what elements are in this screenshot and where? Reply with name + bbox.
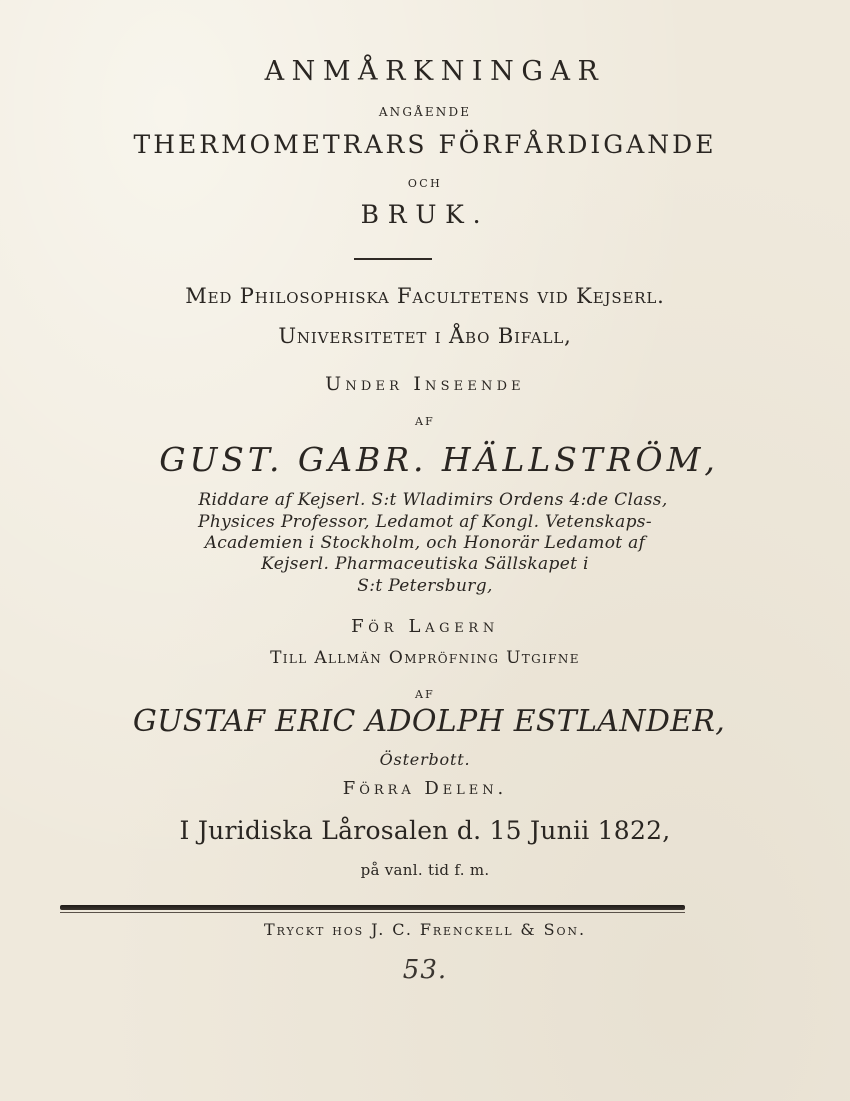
part-label: Förra Delen. [342, 778, 508, 799]
praeses-name: GUST. GABR. HÄLLSTRÖM, [159, 440, 719, 479]
praeses-title-line: Academien i Stockholm, och Honorär Ledamot af [204, 533, 646, 553]
shelfmark-number: 53. [402, 955, 448, 985]
title-subject: THERMOMETRARS FÖRFÅRDIGANDE [133, 130, 717, 159]
time-label: på vanl. tid f. m. [360, 861, 490, 879]
title-bruk: BRUK. [360, 200, 490, 229]
respondent-name: GUSTAF ERIC ADOLPH ESTLANDER, [132, 704, 726, 739]
supervision-label: Under Inseende [325, 373, 525, 395]
approval-line-2: Universitetet i Åbo Bifall, [278, 324, 572, 348]
title-och: OCH [407, 177, 443, 190]
praeses-title-line: Riddare af Kejserl. S:t Wladimirs Ordens 4:de Class, [198, 490, 668, 510]
place-date: I Juridiska Lårosalen d. 15 Junii 1822, [179, 816, 671, 845]
bottom-rule [60, 905, 685, 910]
praeses-title-line: S:t Petersburg, [357, 576, 493, 596]
title-main: ANMÅRKNINGAR [264, 56, 606, 87]
examination-label: Till Allmän Ompröfning Utgifne [270, 648, 580, 668]
af-label-1: AF [415, 415, 435, 428]
degree-label: För Lagern [351, 616, 499, 637]
praeses-title-line: Kejserl. Pharmaceutiska Sällskapet i [261, 554, 589, 574]
title-divider [354, 258, 432, 260]
af-label-2: AF [415, 688, 435, 701]
approval-line-1: Med Philosophiska Facultetens vid Kejserl. [185, 284, 665, 308]
title-angaende: ANGÅENDE [378, 105, 472, 119]
bottom-rule-thin [60, 912, 685, 913]
printer-imprint: Tryckt hos J. C. Frenckell & Son. [264, 920, 586, 939]
praeses-title-line: Physices Professor, Ledamot af Kongl. Vetenskaps- [198, 512, 652, 532]
respondent-origin: Österbott. [379, 750, 471, 769]
